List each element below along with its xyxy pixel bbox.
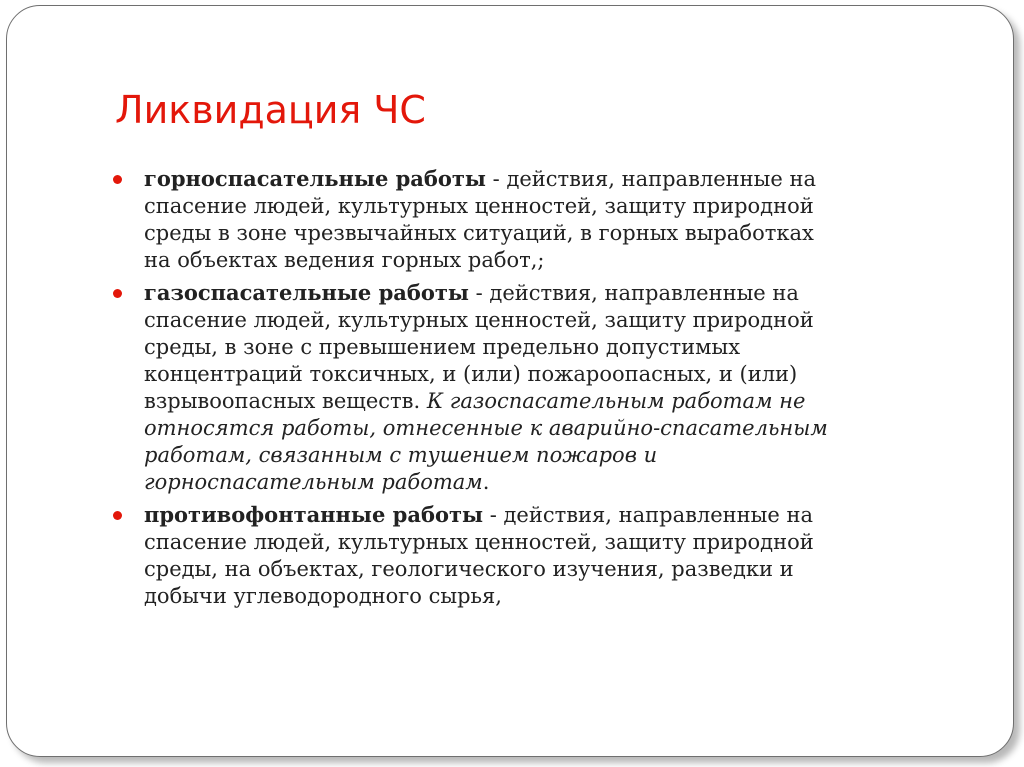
- bullet-icon: [113, 289, 122, 298]
- list-item-mining-rescue: [113, 165, 943, 274]
- item-term: газоспасательные работы: [144, 280, 469, 305]
- item-note-line: относятся работы, отнесенные к аварийно-спасательным: [144, 416, 828, 440]
- item-note-line: работам, связанным с тушением пожаров и: [144, 443, 658, 467]
- item-note-italic: К газоспасательным работам не: [426, 389, 806, 413]
- item-text-line: добычи углеводородного сырья,: [144, 584, 502, 608]
- item-first-line: [144, 501, 943, 529]
- item-mixed-line: [144, 388, 943, 415]
- item-term: противофонтанные работы: [144, 502, 484, 527]
- item-text-line: спасение людей, культурных ценностей, защиту природной: [144, 194, 814, 218]
- item-text-line: концентраций токсичных, и (или) пожароопасных, и (или): [144, 362, 798, 386]
- item-note-end: .: [482, 470, 490, 494]
- item-definition-start: - действия, направленные на: [468, 281, 799, 305]
- item-definition-start: - действия, направленные на: [486, 167, 816, 191]
- bullet-icon: [113, 175, 122, 184]
- item-text-line: спасение людей, культурных ценностей, защиту природной: [144, 530, 814, 554]
- item-text-line: спасение людей, культурных ценностей, защиту природной: [144, 308, 814, 332]
- bullet-list: [113, 165, 943, 615]
- item-text-line: на объектах ведения горных работ,;: [144, 248, 545, 272]
- list-item-antifountain: [113, 501, 943, 610]
- item-note-last-line: [144, 469, 943, 496]
- list-item-gas-rescue: [113, 279, 943, 496]
- item-definition-start: - действия, направленные на: [483, 503, 814, 527]
- item-first-line: [144, 279, 943, 307]
- slide-title: Ликвидация ЧС: [115, 88, 426, 132]
- item-first-line: [144, 165, 943, 193]
- item-note-italic: горноспасательным работам: [144, 470, 483, 494]
- item-text-line: среды в зоне чрезвычайных ситуаций, в горных выработках: [144, 221, 814, 245]
- item-text-line: среды, в зоне с превышением предельно допустимых: [144, 335, 741, 359]
- item-text-plain: взрывоопасных веществ.: [144, 389, 427, 413]
- item-text-line: среды, на объектах, геологического изучения, разведки и: [144, 557, 794, 581]
- item-term: горноспасательные работы: [144, 166, 486, 191]
- bullet-icon: [113, 511, 122, 520]
